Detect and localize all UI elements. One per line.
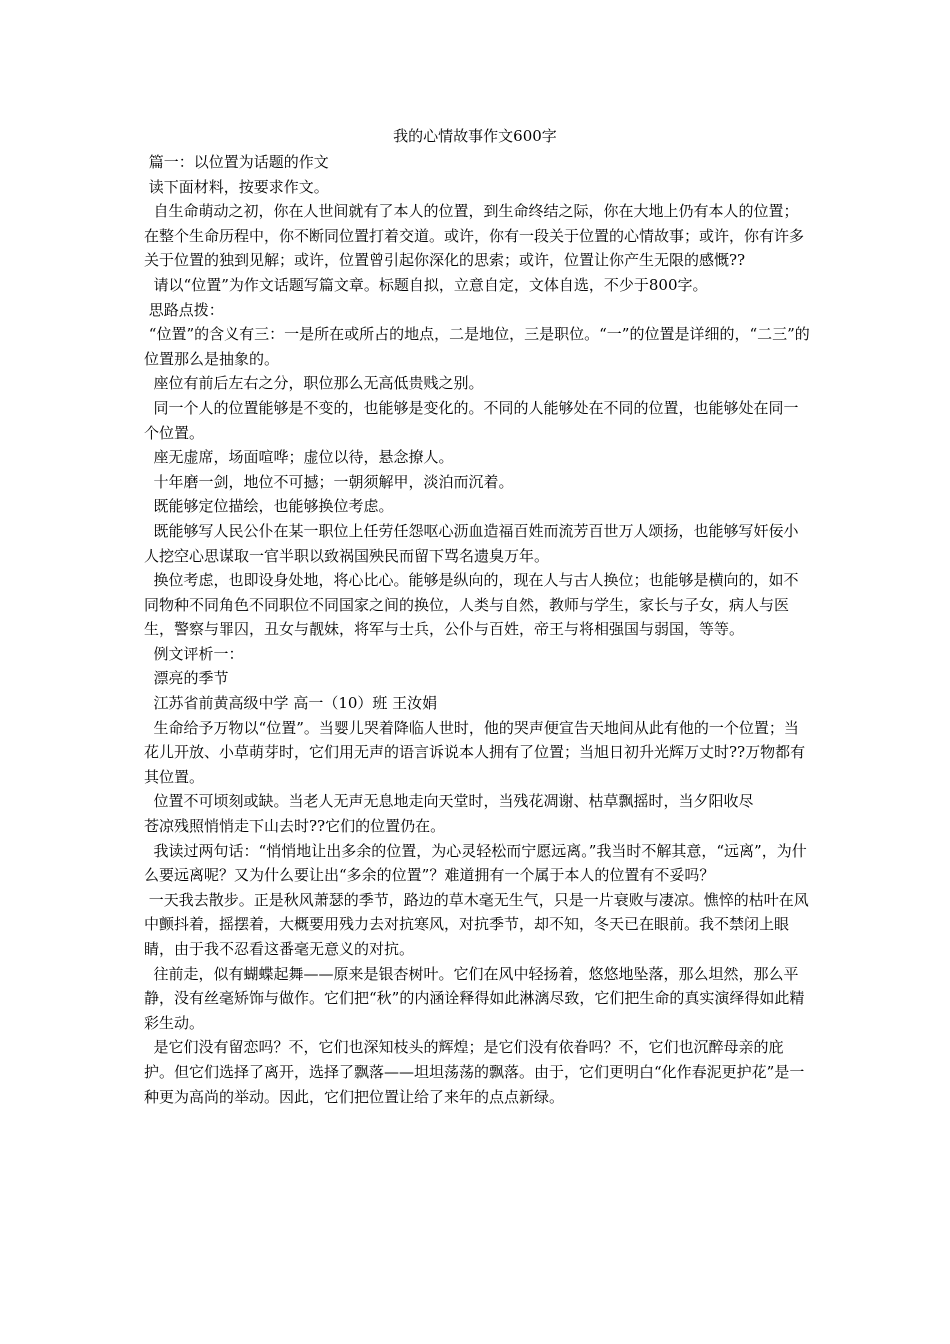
paragraph: 一天我去散步。正是秋风萧瑟的季节，路边的草木毫无生气，只是一片衰败与凄凉。憔悴的枯叶在风中颤抖着，摇摆着，大概要用残力去对抗寒风，对抗季节，却不知，冬天已在眼前。我不禁闭上眼睛，由于我不忍看这番毫无意义的对抗。 <box>144 890 809 958</box>
paragraph: 请以“位置”为作文话题写篇文章。标题自拟，立意自定，文体自选，不少于800字。 <box>144 275 708 294</box>
paragraph: 读下面材料，按要求作文。 <box>144 177 329 196</box>
document-body <box>144 150 812 1109</box>
document-title: 我的心情故事作文600字 <box>393 127 557 145</box>
essay-author: 江苏省前黄高级中学 高一（10）班 王汝娟 <box>144 694 438 713</box>
paragraph: 思路点拨： <box>144 300 224 319</box>
paragraph: 座位有前后左右之分，职位那么无高低贵贱之别。 <box>144 374 484 393</box>
paragraph: 生命给予万物以“位置”。当婴儿哭着降临人世时，他的哭声便宣告天地间从此有他的一个位置；当花儿开放、小草萌芽时，它们用无声的语言诉说本人拥有了位置；当旭日初升光辉万丈时??万物都有其位置。 <box>144 718 806 786</box>
paragraph: 往前走，似有蝴蝶起舞——原来是银杏树叶。它们在风中轻扬着，悠悠地坠落，那么坦然，那么平静，没有丝毫矫饰与做作。它们把“秋”的内涵诠释得如此淋漓尽致，它们把生命的真实演绎得如此精彩生动。 <box>144 964 805 1032</box>
paragraph: 篇一：以位置为话题的作文 <box>144 153 329 171</box>
paragraph: 自生命萌动之初，你在人世间就有了本人的位置，到生命终结之际，你在大地上仍有本人的位置；在整个生命历程中，你不断同位置打着交道。或许，你有一段关于位置的心情故事；或许，你有许多关于位置的独到见解；或许，位置曾引起你深化的思索；或许，位置让你产生无限的感慨?? <box>144 202 805 270</box>
paragraph: 我读过两句话：“悄悄地让出多余的位置，为心灵轻松而宁愿远离。”我当时不解其意，“远离”，为什么要远离呢？又为什么要让出“多余的位置”？难道拥有一个属于本人的位置有不妥吗？ <box>144 841 807 885</box>
paragraph: 是它们没有留恋吗？不，它们也深知枝头的辉煌；是它们没有依眷吗？不，它们也沉醉母亲的庇护。但它们选择了离开，选择了飘落——坦坦荡荡的飘落。由于，它们更明白“化作春泥更护花”是一种更为高尚的举动。因此，它们把位置让给了来年的点点新绿。 <box>144 1038 805 1106</box>
paragraph: 例文评析一： <box>144 644 244 663</box>
paragraph: 换位考虑，也即设身处地，将心比心。能够是纵向的，现在人与古人换位；也能够是横向的，如不同物种不同角色不同职位不同国家之间的换位，人类与自然，教师与学生，家长与子女，病人与医生，警察与罪囚，丑女与靓妹，将军与士兵，公仆与百姓，帝王与将相强国与弱国，等等。 <box>144 571 799 639</box>
paragraph: 座无虚席，场面喧哗；虚位以待，悬念撩人。 <box>144 448 454 467</box>
paragraph: 既能够定位描绘，也能够换位考虑。 <box>144 497 394 516</box>
paragraph: 同一个人的位置能够是不变的，也能够是变化的。不同的人能够处在不同的位置，也能够处在同一个位置。 <box>144 398 799 442</box>
paragraph: 十年磨一剑，地位不可撼；一朝须解甲，淡泊而沉着。 <box>144 472 514 491</box>
paragraph: 位置不可顷刻或缺。当老人无声无息地走向天堂时，当残花凋谢、枯草飘摇时，当夕阳收尽 <box>144 792 754 811</box>
paragraph: 苍凉残照悄悄走下山去时??它们的位置仍在。 <box>144 817 446 836</box>
essay-title: 漂亮的季节 <box>144 669 229 688</box>
paragraph: “位置”的含义有三：一是所在或所占的地点，二是地位，三是职位。“一”的位置是详细的，“二三”的位置那么是抽象的。 <box>144 325 810 368</box>
paragraph: 既能够写人民公仆在某一职位上任劳任怨呕心沥血造福百姓而流芳百世万人颂扬，也能够写奸佞小人挖空心思谋取一官半职以致祸国殃民而留下骂名遗臭万年。 <box>144 521 799 565</box>
